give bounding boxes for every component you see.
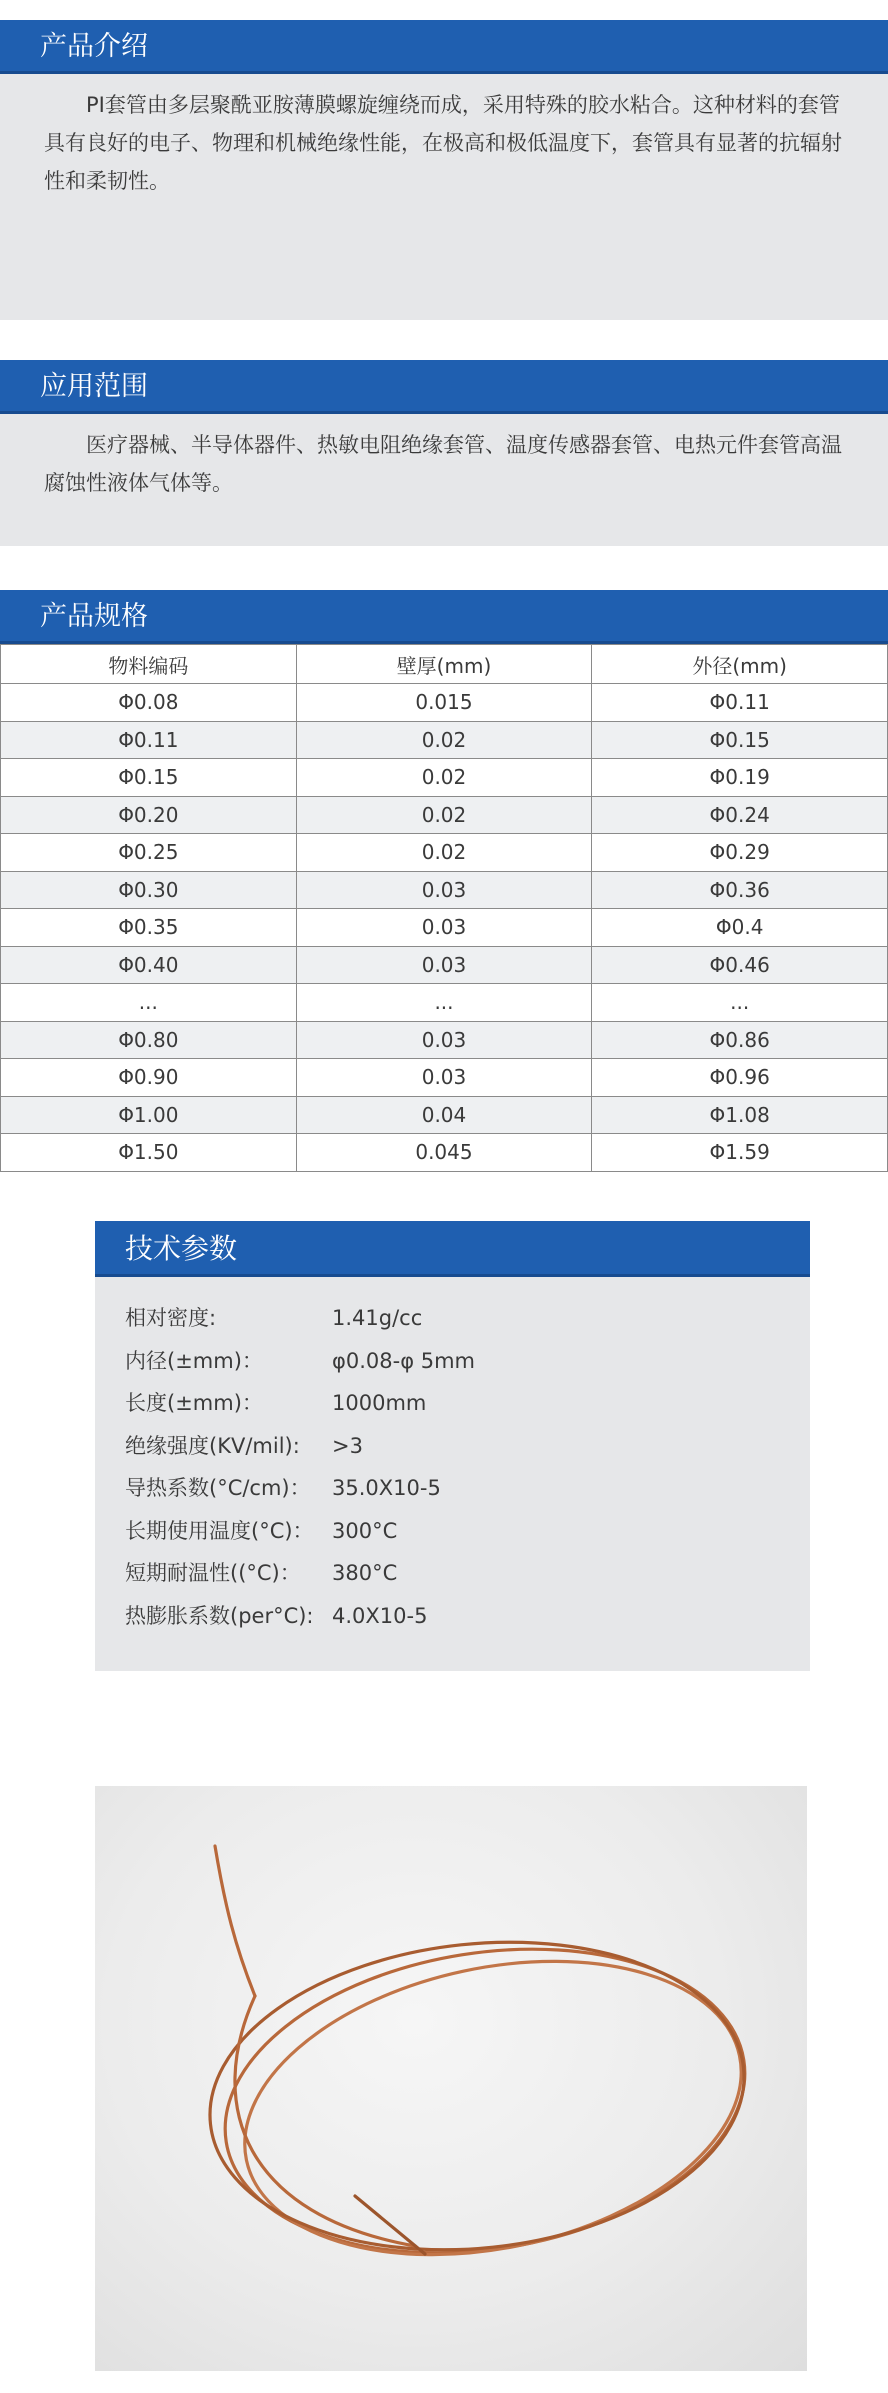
param-value: 380°C [332,1561,398,1585]
cell-wall: 0.02 [296,759,592,797]
param-value: 300°C [332,1518,398,1543]
cell-od: Φ0.36 [592,871,888,909]
cell-od: Φ0.24 [592,796,888,834]
table-row [1,1059,888,1097]
table-row [1,796,888,834]
param-value: 1000mm [332,1391,427,1415]
param-key: 导热系数(°C/cm)： [125,1476,311,1500]
tech-title: 技术参数 [95,1221,810,1277]
cell-od: Φ0.86 [592,1021,888,1059]
cell-od: Φ0.29 [592,834,888,872]
spec-table [0,644,888,1172]
cell-wall: 0.03 [296,946,592,984]
application-title: 应用范围 [0,360,888,414]
table-row [1,946,888,984]
param-key: 绝缘强度(KV/mil): [125,1433,300,1458]
cell-od: Φ0.46 [592,946,888,984]
table-row [1,684,888,722]
param-key: 相对密度: [125,1306,217,1330]
cell-code: Φ1.00 [1,1096,297,1134]
cell-code: Φ1.50 [1,1134,297,1172]
spec-table-header-row [1,645,888,684]
param-key: 长度(±mm)： [125,1391,263,1415]
cell-od: Φ0.15 [592,721,888,759]
table-row [1,1096,888,1134]
cell-wall: 0.02 [296,834,592,872]
param-key: 热膨胀系数(per°C): [125,1603,314,1628]
param-row [125,1297,810,1340]
product-photo [95,1786,807,2371]
table-row [1,759,888,797]
cell-wall: 0.03 [296,1021,592,1059]
table-row [1,984,888,1022]
cell-code: Φ0.15 [1,759,297,797]
param-row [125,1595,810,1638]
cell-od: ... [592,984,888,1022]
spec-col-od: 外径(mm) [592,645,888,684]
cell-od: Φ1.08 [592,1096,888,1134]
cell-od: Φ1.59 [592,1134,888,1172]
param-value: φ0.08-φ 5mm [332,1348,475,1373]
cell-code: Φ0.30 [1,871,297,909]
spec-col-code: 物料编码 [1,645,297,684]
cell-wall: 0.03 [296,909,592,947]
cell-od: Φ0.4 [592,909,888,947]
param-row [125,1340,810,1383]
param-row [125,1467,810,1510]
intro-section [0,20,888,320]
param-key: 内径(±mm)： [125,1348,263,1373]
application-section [0,360,888,546]
param-key: 短期耐温性((°C)： [125,1561,301,1585]
cell-od: Φ0.11 [592,684,888,722]
cell-wall: 0.015 [296,684,592,722]
coiled-tube-image [95,1786,807,2371]
table-row [1,1134,888,1172]
spec-section [0,590,888,1172]
cell-od: Φ0.19 [592,759,888,797]
table-row [1,834,888,872]
cell-code: Φ0.90 [1,1059,297,1097]
param-value: 4.0X10-5 [332,1603,428,1628]
cell-code: Φ0.80 [1,1021,297,1059]
tech-section [95,1221,810,1671]
cell-wall: 0.04 [296,1096,592,1134]
cell-wall: 0.03 [296,871,592,909]
table-row [1,871,888,909]
cell-code: Φ0.11 [1,721,297,759]
cell-wall: 0.02 [296,721,592,759]
param-row [125,1425,810,1468]
cell-code: Φ0.40 [1,946,297,984]
param-value: 35.0X10-5 [332,1476,441,1500]
cell-wall: 0.03 [296,1059,592,1097]
table-row [1,721,888,759]
intro-text: PI套管由多层聚酰亚胺薄膜螺旋缠绕而成，采用特殊的胶水粘合。这种材料的套管具有良好的电子、物理和机械绝缘性能，在极高和极低温度下，套管具有显著的抗辐射性和柔韧性。 [0,74,888,320]
cell-code: Φ0.20 [1,796,297,834]
param-row [125,1382,810,1425]
param-value: 1.41g/cc [332,1306,423,1330]
cell-code: Φ0.25 [1,834,297,872]
param-row [125,1510,810,1553]
spec-title: 产品规格 [0,590,888,644]
spec-col-wall: 壁厚(mm) [296,645,592,684]
intro-title: 产品介绍 [0,20,888,74]
param-value: >3 [332,1433,363,1458]
param-row [125,1552,810,1595]
application-text: 医疗器械、半导体器件、热敏电阻绝缘套管、温度传感器套管、电热元件套管高温腐蚀性液体气体等。 [0,414,888,546]
cell-code: Φ0.35 [1,909,297,947]
tech-params [95,1277,810,1671]
cell-od: Φ0.96 [592,1059,888,1097]
cell-code: Φ0.08 [1,684,297,722]
cell-wall: 0.045 [296,1134,592,1172]
cell-code: ... [1,984,297,1022]
param-key: 长期使用温度(°C)： [125,1518,314,1543]
table-row [1,909,888,947]
table-row [1,1021,888,1059]
cell-wall: ... [296,984,592,1022]
cell-wall: 0.02 [296,796,592,834]
